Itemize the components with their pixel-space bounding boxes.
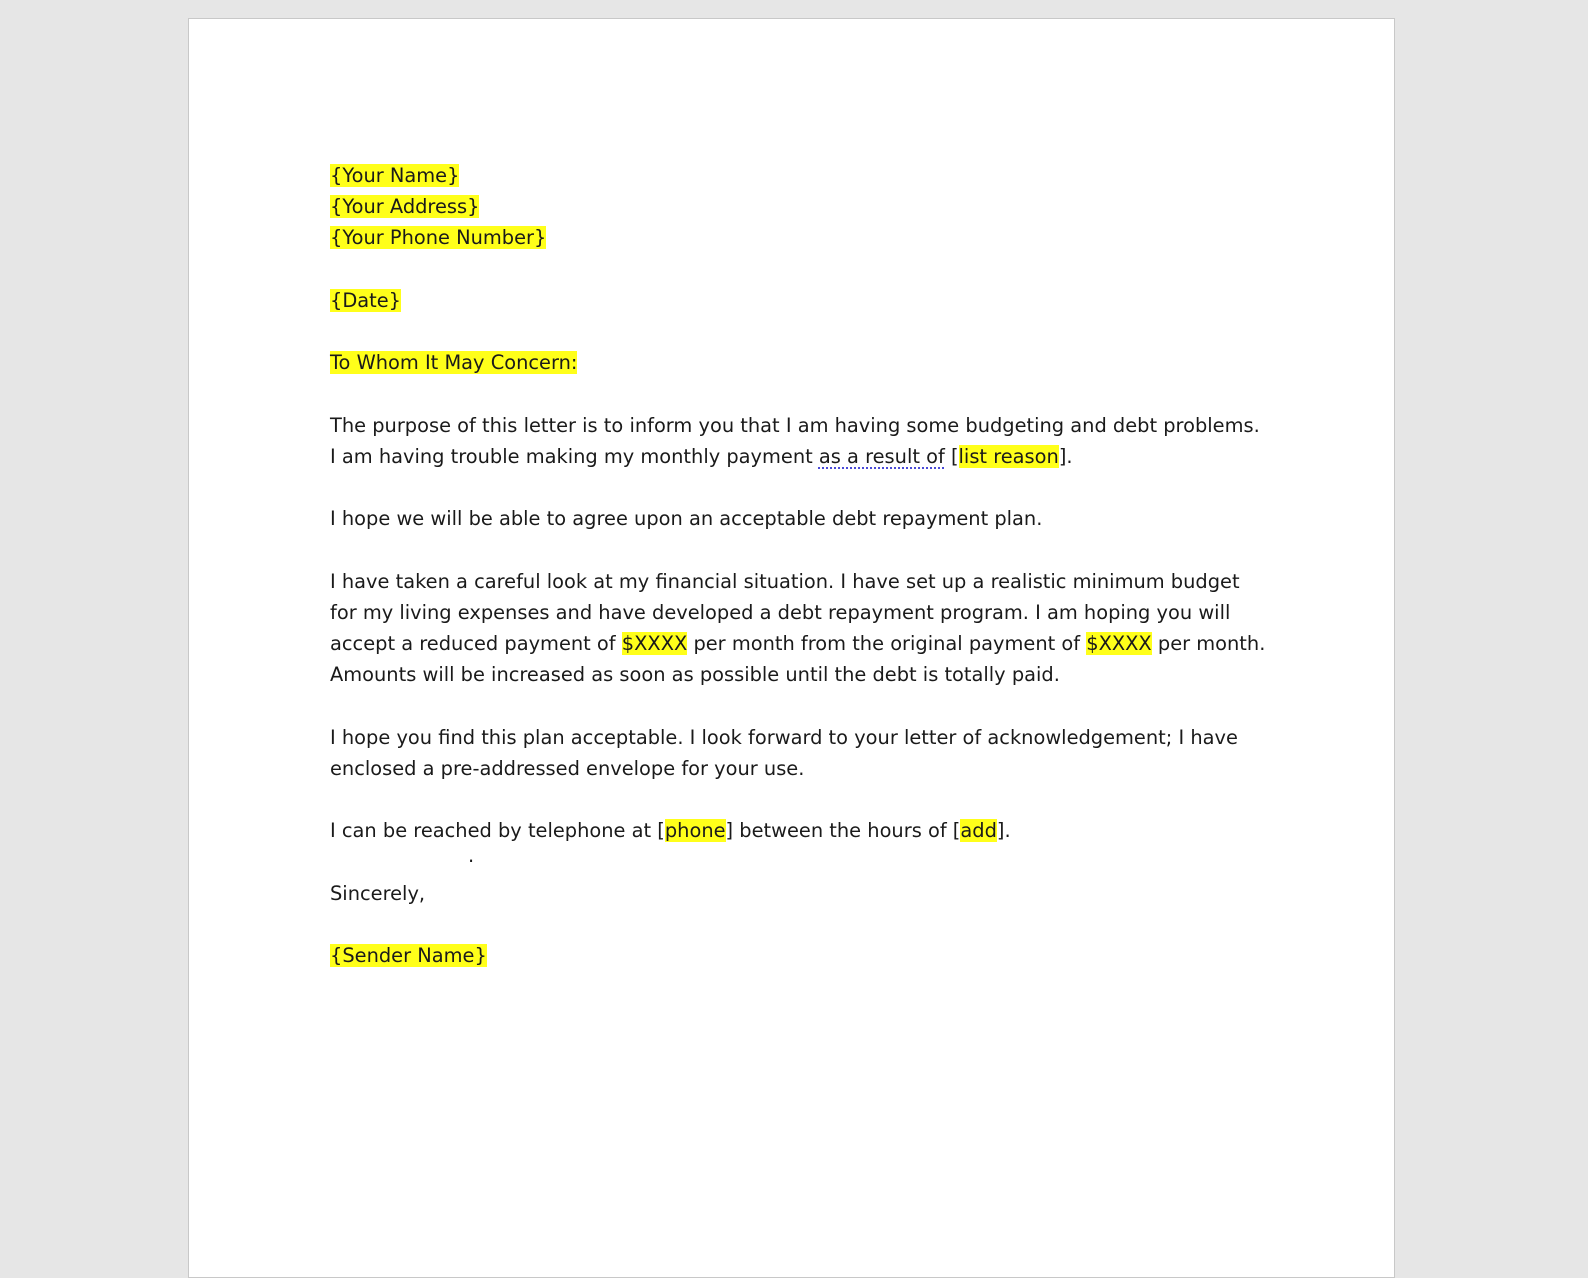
paragraph-hope: I hope we will be able to agree upon an acceptable debt repayment plan. [330, 507, 1043, 531]
signature-line [330, 940, 1270, 971]
sender-name-line [330, 160, 1270, 191]
reduced-amount-placeholder[interactable]: $XXXX [621, 631, 688, 655]
paragraph-situation-text-b: per month from the original payment of [687, 631, 1087, 655]
salutation[interactable]: To Whom It May Concern: [330, 351, 578, 375]
paragraph-contact [330, 815, 1270, 846]
sender-address-placeholder[interactable]: {Your Address} [330, 195, 480, 219]
paragraph-contact-text-a: I can be reached by telephone at [ [330, 819, 665, 843]
paragraph-purpose [330, 410, 1270, 472]
paragraph-acceptance: I hope you find this plan acceptable. I look forward to your letter of acknowledgement; I have enclosed a pre-addressed envelope for your use. [330, 725, 1238, 780]
paragraph-purpose-text-c: ]. [1058, 444, 1073, 468]
reason-placeholder[interactable]: list reason [958, 444, 1059, 468]
hours-placeholder[interactable]: add [960, 819, 997, 843]
sender-phone-line [330, 222, 1270, 253]
date-placeholder[interactable]: {Date} [330, 288, 402, 312]
salutation-line [330, 347, 1270, 378]
paragraph-contact-text-b: ] between the hours of [ [725, 819, 961, 843]
letter-body[interactable] [330, 160, 1270, 1002]
sender-address-line [330, 191, 1270, 222]
stray-mark: . [468, 844, 475, 868]
phone-placeholder[interactable]: phone [664, 819, 726, 843]
document-page [188, 18, 1395, 1278]
paragraph-situation-text-c: per month. Amounts will be increased as soon as possible until the debt is totally paid. [330, 631, 1266, 687]
sender-name-placeholder[interactable]: {Your Name} [330, 164, 460, 187]
paragraph-contact-text-c: ]. [996, 819, 1011, 843]
paragraph-situation [330, 566, 1270, 691]
closing: Sincerely, [330, 881, 426, 905]
sender-phone-placeholder[interactable]: {Your Phone Number} [330, 226, 547, 250]
paragraph-purpose-text-a: The purpose of this letter is to inform you that I am having some budgeting and debt problems. I am having trouble making my monthly payment [330, 413, 1260, 468]
grammar-flag[interactable]: as a result of [818, 444, 945, 468]
date-line [330, 285, 1270, 316]
paragraph-purpose-text-b: [ [944, 444, 959, 468]
signature-placeholder[interactable]: {Sender Name} [330, 943, 487, 967]
paragraph-situation-text-a: I have taken a careful look at my financial situation. I have set up a realistic minimum budget for my living expenses and have developed a debt repayment program. I am hoping you will accept a reduced payment of [330, 569, 1240, 655]
original-amount-placeholder[interactable]: $XXXX [1086, 631, 1152, 655]
